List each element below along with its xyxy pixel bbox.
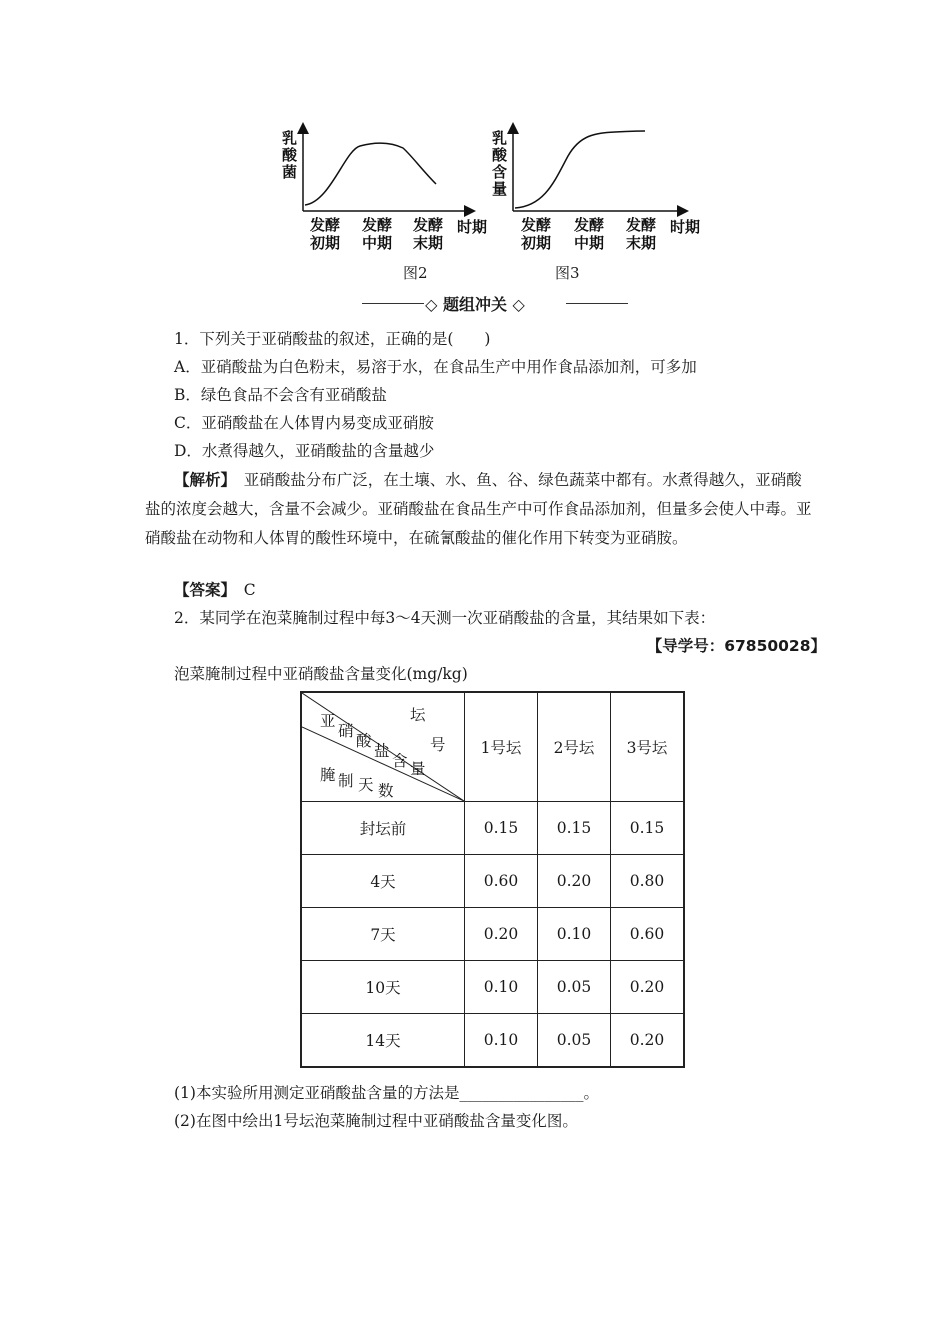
q2-sub1: (1)本实验所用测定亚硝酸盐含量的方法是________________。	[174, 1084, 599, 1102]
table-row	[301, 908, 684, 961]
q1-stem: 1．下列关于亚硝酸盐的叙述，正确的是( )	[174, 330, 491, 348]
row-label: 7天	[301, 908, 465, 961]
answer-label: 【答案】	[174, 581, 229, 599]
row-label: 封坛前	[301, 802, 465, 855]
fig3-tick-3: 发酵 末期	[626, 216, 657, 252]
cell-value: 0.15	[611, 802, 685, 855]
table-row	[301, 961, 684, 1014]
row-label: 10天	[301, 961, 465, 1014]
corner-suan: 酸	[356, 732, 372, 750]
cell-value: 0.20	[611, 1014, 685, 1067]
q1-option-d: D．水煮得越久，亚硝酸盐的含量越少	[174, 442, 435, 460]
fig2-tick-1: 发酵 初期	[310, 216, 341, 252]
corner-tan: 坛	[410, 706, 426, 724]
corner-yan2: 腌	[320, 766, 336, 784]
col-header-1: 1号坛	[465, 692, 538, 802]
figure-2-axes	[0, 0, 950, 290]
guide-number: 【导学号：67850028】	[646, 637, 826, 655]
cell-value: 0.15	[465, 802, 538, 855]
corner-hao: 号	[430, 736, 446, 754]
fig2-tick-3: 发酵 末期	[413, 216, 444, 252]
table-caption: 泡菜腌制过程中亚硝酸盐含量变化(mg/kg)	[174, 665, 468, 683]
cell-value: 0.10	[538, 908, 611, 961]
table-row	[301, 855, 684, 908]
fig3-curve	[515, 131, 645, 208]
analysis-text: 亚硝酸盐分布广泛，在土壤、水、鱼、谷、绿色蔬菜中都有。水煮得越久，亚硝酸盐的浓度会越大，含量不会减少。亚硝酸盐在食品生产中可作食品添加剂，但量多会使人中毒。亚硝酸盐在动物和人体胃的酸性环境中，在硫氰酸盐的催化作用下转变为亚硝胺。	[145, 471, 812, 547]
q2-stem: 2．某同学在泡菜腌制过程中每3～4天测一次亚硝酸盐的含量，其结果如下表：	[174, 609, 716, 627]
col-header-2: 2号坛	[538, 692, 611, 802]
corner-zhi: 制	[338, 772, 354, 790]
cell-value: 0.20	[538, 855, 611, 908]
fig2-ylabel: 乳 酸 菌	[282, 129, 298, 181]
cell-value: 0.60	[611, 908, 685, 961]
q1-option-c: C．亚硝酸盐在人体胃内易变成亚硝胺	[174, 414, 434, 432]
cell-value: 0.20	[611, 961, 685, 1014]
analysis-label: 【解析】	[174, 471, 229, 489]
table-row	[301, 802, 684, 855]
fig3-caption: 图3	[555, 264, 580, 282]
col-header-3: 3号坛	[611, 692, 685, 802]
row-label: 14天	[301, 1014, 465, 1067]
q1-answer	[174, 576, 256, 604]
q1-analysis	[145, 466, 815, 553]
cell-value: 0.80	[611, 855, 685, 908]
fig2-curve	[305, 143, 436, 205]
q2-sub2: (2)在图中绘出1号坛泡菜腌制过程中亚硝酸盐含量变化图。	[174, 1112, 578, 1130]
row-label: 4天	[301, 855, 465, 908]
cell-value: 0.10	[465, 961, 538, 1014]
fig3-tick-2: 发酵 中期	[574, 216, 605, 252]
corner-yan: 盐	[374, 742, 390, 760]
fig3-tick-1: 发酵 初期	[521, 216, 552, 252]
corner-shu: 数	[378, 782, 394, 800]
nitrite-table	[300, 691, 685, 1068]
q1-option-b: B．绿色食品不会含有亚硝酸盐	[174, 386, 387, 404]
fig2-caption: 图2	[403, 264, 428, 282]
cell-value: 0.10	[465, 1014, 538, 1067]
fig3-x-end: 时期	[670, 218, 701, 236]
table-corner-cell	[301, 692, 465, 802]
q1-option-a: A．亚硝酸盐为白色粉末，易溶于水，在食品生产中用作食品添加剂，可多加	[174, 358, 697, 376]
answer-text: C	[228, 581, 256, 599]
corner-ya: 亚	[320, 712, 336, 730]
table-header-row	[301, 692, 684, 802]
fig3-ylabel: 乳 酸 含 量	[492, 129, 508, 198]
cell-value: 0.60	[465, 855, 538, 908]
fig2-x-end: 时期	[457, 218, 488, 236]
cell-value: 0.05	[538, 961, 611, 1014]
corner-liang: 量	[410, 760, 426, 778]
cell-value: 0.05	[538, 1014, 611, 1067]
cell-value: 0.15	[538, 802, 611, 855]
corner-xiao: 硝	[338, 722, 354, 740]
fig2-tick-2: 发酵 中期	[362, 216, 393, 252]
section-rule-right	[566, 303, 628, 304]
corner-tian: 天	[358, 776, 374, 794]
cell-value: 0.20	[465, 908, 538, 961]
corner-han: 含	[392, 752, 408, 770]
section-title: ◇ 题组冲关 ◇	[425, 295, 525, 314]
table-row	[301, 1014, 684, 1067]
